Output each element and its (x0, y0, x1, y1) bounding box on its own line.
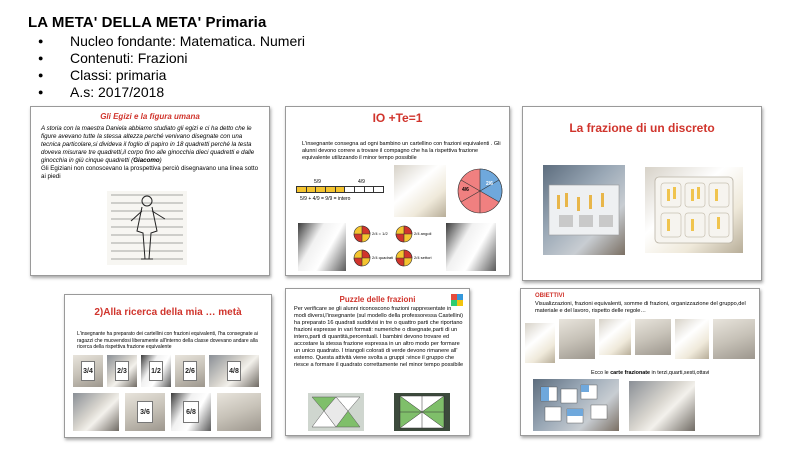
slide-egizi-text-close: ) (159, 157, 162, 164)
slide-egizi-title: Gli Egizi e la figura umana (100, 112, 200, 121)
photo-cards-5 (675, 319, 709, 359)
slide-obiettivi[interactable] (520, 288, 760, 436)
slide-puzzle[interactable] (285, 288, 470, 436)
puzzle-completed-icon (394, 393, 450, 431)
slide-obiettivi-text: Visualizzazioni, frazioni equivalenti, somme di frazioni, organizzazione del gruppo,del materiale e del lavoro, rispetto delle regole… (535, 301, 746, 314)
slide-egizi-text-main: A storia con la maestra Daniela abbiamo studiato gli egizi e ci ha detto che le figure avevano tutte la stessa altezza perché venivano disegnate con una tecnica particolare,si divideva il foglio di papiro in 18 quadretti perché la testa doveva misurare tre quadretti,il corpo fino alle ginocchia dieci quadretti e dalle ginocchia in giù cinque quadretti ( (41, 125, 255, 164)
page-title: LA META' DELLA META' Primaria (28, 14, 267, 31)
circle-label-4: 2/4 settori (414, 255, 432, 260)
egyptian-figure-icon (107, 191, 187, 265)
fraction-bar-label-4-9: 4/9 (358, 179, 365, 185)
cards-floor-icon (533, 379, 619, 431)
photo-cards-table (394, 165, 446, 217)
slide-discreto-title: La frazione di un discreto (569, 121, 715, 135)
pasta-icon (543, 165, 625, 255)
card-1-2: 1/2 (149, 361, 163, 381)
pie-chart (456, 167, 504, 215)
caption-bold: carte frazionate (610, 370, 651, 376)
fraction-bar (296, 179, 384, 205)
photo-students-pairs-3 (171, 393, 211, 431)
card-3-4: 3/4 (81, 361, 95, 381)
photo-fraction-cards-3 (141, 355, 171, 387)
pie-label-2-6: 2/6 (486, 181, 493, 187)
header-item-contenuti: ● Contenuti: Frazioni (28, 50, 548, 67)
circle-label-1: 2/4 = 1/2 (372, 231, 388, 236)
photo-pasta-tray (645, 167, 743, 253)
slide-io-te-title: IO +Te=1 (372, 111, 423, 125)
photo-students-pairs-4 (217, 393, 261, 431)
pie-label-4-6: 4/6 (462, 187, 469, 193)
photo-cards-floor (533, 379, 619, 431)
photo-cards-1 (525, 323, 555, 363)
photo-students-pairs-2 (125, 393, 165, 431)
header-list (28, 33, 548, 101)
slide-egizi[interactable] (30, 106, 270, 276)
photo-cards-3 (599, 319, 631, 355)
slide-discreto[interactable] (522, 106, 762, 281)
photo-fraction-cards-2 (107, 355, 137, 387)
tray-icon (645, 167, 743, 253)
caption-suffix: in terzi,quarti,sesti,ottavi (650, 370, 710, 376)
card-3-6: 3/6 (137, 401, 153, 423)
slide-obiettivi-title: OBIETTIVI (535, 293, 565, 299)
photo-pasta-grouping (543, 165, 625, 255)
photo-cards-4 (635, 319, 671, 355)
header-item-nucleo: ● Nucleo fondante: Matematica. Numeri (28, 33, 548, 50)
slide-io-te[interactable] (285, 106, 510, 276)
photo-fraction-cards-1 (73, 355, 103, 387)
card-2-3: 2/3 (115, 361, 129, 381)
header-item-anno: ● A.s: 2017/2018 (28, 84, 548, 101)
slide-ricerca-title: 2)Alla ricerca della mia … metà (94, 307, 242, 318)
card-4-8: 4/8 (227, 361, 241, 381)
header-item-classi: ● Classi: primaria (28, 67, 548, 84)
slide-ricerca[interactable] (64, 294, 272, 438)
slide-egizi-author: Giacomo (133, 157, 160, 164)
photo-students-pairs-1 (73, 393, 119, 431)
photo-fraction-cards-4 (175, 355, 205, 387)
circle-label-3: 2/4 quadrati (372, 255, 394, 260)
photo-cards-2 (559, 319, 595, 359)
photo-hands-cards (629, 381, 695, 431)
card-2-6: 2/6 (183, 361, 197, 381)
card-6-8: 6/8 (183, 401, 199, 423)
slide-egizi-text-extra: Gli Egiziani non conoscevano la prospettiva perciò disegnavano una linea sotto ai piedi (41, 165, 259, 180)
slide-io-te-text: L'insegnante consegna ad ogni bambino un cartellino con frazioni equivalenti . Gli alunni devono correre a trovare il compagno che ha la rispettiva frazione equivalente utilizzando il minor tempo possibile (302, 141, 501, 161)
puzzle-photo-2 (394, 393, 450, 431)
circle-fractions-grid (352, 223, 432, 271)
photo-fraction-cards-5 (209, 355, 259, 387)
slide-egizi-text (41, 125, 263, 181)
puzzle-logo-icon (451, 293, 463, 305)
photo-cards-6 (713, 319, 755, 359)
slide-ricerca-text: L'insegnante ha preparato dei cartellini con frazioni equivalenti, l'ha consegnate ai ragazzi che muovendosi liberamente all'interno della classe dovevano andare alla ricerca della rispettiva frazione equivalente (77, 331, 258, 350)
fraction-bar-cells (296, 186, 384, 193)
egyptian-figure-drawing (107, 191, 187, 265)
fraction-bar-label-5-9: 5/9 (314, 179, 321, 185)
header (28, 14, 548, 101)
puzzle-photo-1 (308, 393, 364, 431)
fraction-bar-caption: 5/9 + 4/9 = 9/9 = intero (300, 196, 351, 202)
caption-prefix: Ecco le (591, 370, 611, 376)
puzzle-pieces-icon (308, 393, 364, 431)
slide-puzzle-title: Puzzle delle frazioni (339, 295, 416, 304)
slide-obiettivi-caption (591, 369, 751, 377)
photo-student-card-1 (298, 223, 346, 271)
slide-puzzle-text: Per verificare se gli alunni riconoscono frazioni rappresentate in modi diversi,l'insegnante (sul modello della professoressa Castellini) ha preparato 16 quadrati suddivisi in tre o quattro parti che riportano frazioni espresse in vari formati: numeriche o disegnate,parti di un intero,parti di quantità,percentuali. I bambini devono trovare ed accostare la stessa frazione espressa in un altro modo per formare un unico quadrato. I triangoli colorati di verde devono rimanere all' esterno. Questa attività viene svolta a gruppi :vince il gruppo che riesce a formare il quadrato correttamente nel minor tempo possibile (294, 306, 464, 368)
circle-label-2: 2/4 angoli (414, 231, 432, 236)
photo-student-card-2 (446, 223, 496, 271)
